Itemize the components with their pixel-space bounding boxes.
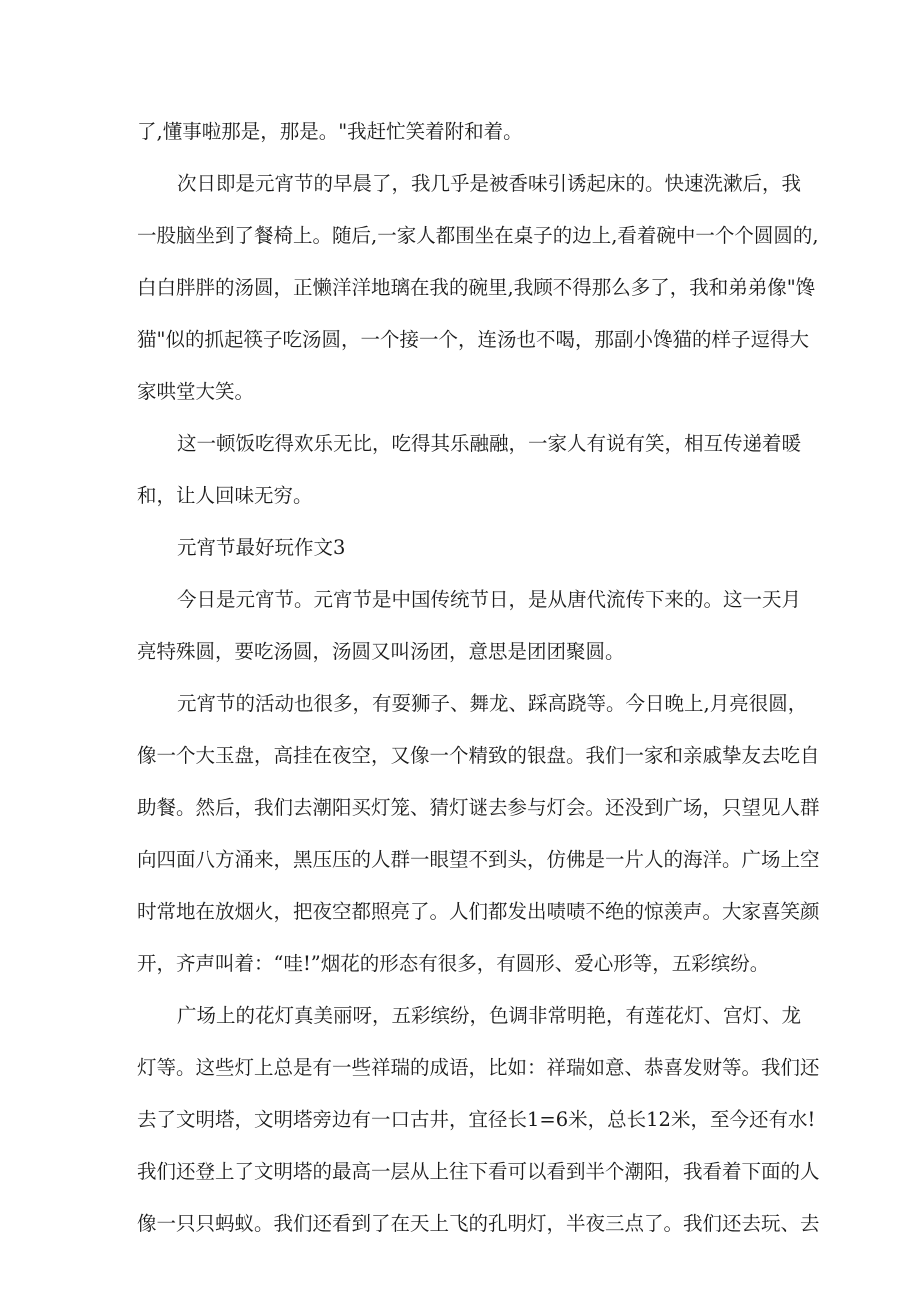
paragraph-first-line: 元宵节的活动也很多，有耍狮子、舞龙、踩高跷等。今日晚上,月亮很圆，	[177, 692, 808, 715]
text-line: 亮特殊圆，要吃汤圆，汤圆又叫汤团，意思是团团聚圆。	[137, 640, 625, 663]
paragraph-first-line: 这一顿饭吃得欢乐无比，吃得其乐融融，一家人有说有笑，相互传递着暖	[177, 432, 802, 455]
text-line: 灯等。这些灯上总是有一些祥瑞的成语，比如：祥瑞如意、恭喜发财等。我们还	[137, 1056, 820, 1079]
text-line: 像一个大玉盘，高挂在夜空，又像一个精致的银盘。我们一家和亲戚挚友去吃自	[137, 744, 820, 767]
text-line: 去了文明塔，文明塔旁边有一口古井，宜径长1=6米，总长12米，至今还有水!	[137, 1108, 816, 1131]
paragraph-first-line: 今日是元宵节。元宵节是中国传统节日，是从唐代流传下来的。这一天月	[177, 588, 802, 611]
text-line: 一股脑坐到了餐椅上。随后,一家人都围坐在桌子的边上,看着碗中一个个圆圆的,	[137, 224, 819, 247]
text-line: 时常地在放烟火，把夜空都照亮了。人们都发出啧啧不绝的惊羡声。大家喜笑颜	[137, 900, 820, 923]
text-line: 白白胖胖的汤圆，正懒洋洋地璃在我的碗里,我顾不得那么多了，我和弟弟像"馋	[137, 276, 816, 299]
text-line: 了,懂事啦那是，那是。"我赶忙笑着附和着。	[137, 120, 523, 143]
section-heading: 元宵节最好玩作文3	[177, 536, 346, 559]
text-line: 开，齐声叫着：“哇!”烟花的形态有很多，有圆形、爱心形等，五彩缤纷。	[137, 952, 770, 975]
paragraph-first-line: 广场上的花灯真美丽呀，五彩缤纷，色调非常明艳，有莲花灯、宫灯、龙	[177, 1004, 802, 1027]
text-line: 和，让人回味无穷。	[137, 484, 313, 507]
text-line: 助餐。然后，我们去潮阳买灯笼、猜灯谜去参与灯会。还没到广场，只望见人群	[137, 796, 820, 819]
text-line: 向四面八方涌来，黑压压的人群一眼望不到头，仿佛是一片人的海洋。广场上空	[137, 848, 820, 871]
text-line: 家哄堂大笑。	[137, 380, 255, 403]
text-line: 猫"似的抓起筷子吃汤圆，一个接一个，连汤也不喝，那副小馋猫的样子逗得大	[137, 328, 809, 351]
paragraph-first-line: 次日即是元宵节的早晨了，我几乎是被香味引诱起床的。快速洗漱后，我	[177, 172, 802, 195]
text-line: 我们还登上了文明塔的最高一层从上往下看可以看到半个潮阳，我看着下面的人	[137, 1160, 820, 1183]
text-line: 像一只只蚂蚁。我们还看到了在天上飞的孔明灯，半夜三点了。我们还去玩、去	[137, 1212, 820, 1235]
